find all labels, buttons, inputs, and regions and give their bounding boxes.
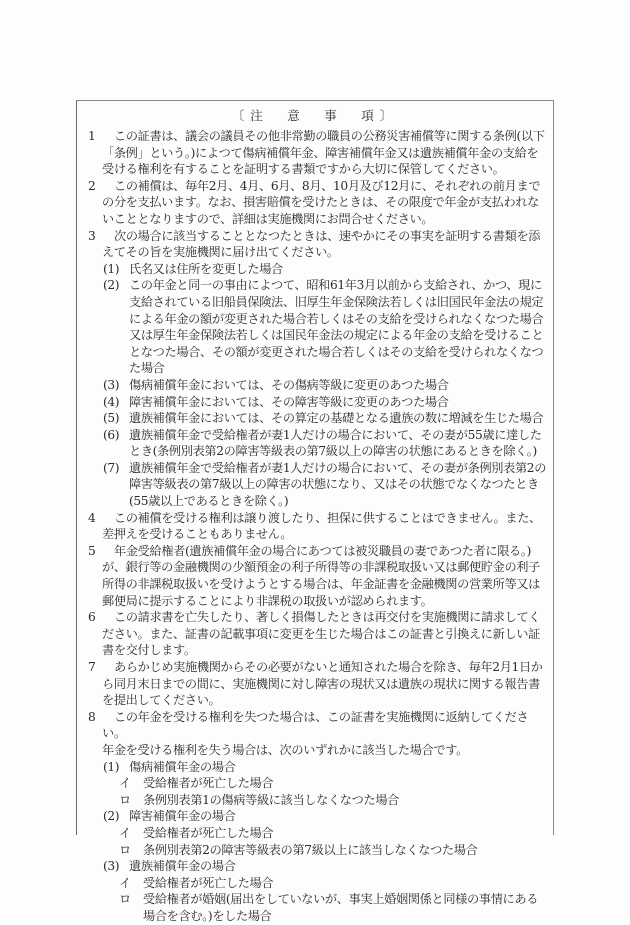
case-marker: イ [119,825,131,840]
sub-item-text: 傷病補償年金においては、その傷病等級に変更のあつた場合 [129,377,449,392]
sub-item-text: 遺族補償年金においては、その算定の基礎となる遺族の数に増減を生じた場合 [129,411,544,426]
case-8-1-ro [85,792,547,809]
sub-item-3-6 [85,427,547,460]
item-number: 8 [88,709,96,724]
case-text: 受給権者が婚姻(届出をしていないが、事実上婚姻関係と同様の事情にある場合を含む。)をした場合 [143,892,539,923]
case-8-2-i [85,825,547,842]
sub-item-3-4 [85,394,547,411]
sub-item-8-3 [85,858,547,875]
case-marker: イ [119,875,131,890]
case-8-3-ro [85,891,547,924]
sub-item-text: 氏名又は住所を変更した場合 [129,261,283,276]
notice-box [76,100,554,923]
sub-item-text: 遺族補償年金で受給権者が妻1人だけの場合において、その妻が55歳に達したとき(条例別表第2の障害等級表の第7級以上の障害の状態にあるときを除く。) [129,427,542,459]
item-text: 次の場合に該当することとなつたときは、速やかにその事実を証明する書類を添えてその旨を実施機関に届け出てください。 [102,228,541,260]
sub-item-3-2 [85,277,547,377]
case-8-3-i [85,875,547,892]
case-text: 条例別表第2の障害等級表の第7級以上に該当しなくなつた場合 [143,842,478,857]
item-number: 5 [88,543,96,558]
sub-item-number: (4) [103,394,120,409]
sub-item-3-7 [85,460,547,510]
sub-item-text: 障害補償年金においては、その障害等級に変更のあつた場合 [129,394,449,409]
sub-item-3-5 [85,410,547,427]
notice-item-3 [85,228,547,261]
item-8-continuation: 年金を受ける権利を失う場合は、次のいずれかに該当した場合です。 [102,742,468,757]
case-text: 受給権者が死亡した場合 [143,776,274,791]
item-text: この年金を受ける権利を失つた場合は、この証書を実施機関に返納してください。 [102,709,529,741]
case-8-1-i [85,775,547,792]
case-text: 条例別表第1の傷病等級に該当しなくなつた場合 [143,792,399,807]
item-number: 4 [88,510,96,525]
case-marker: ロ [119,792,131,807]
sub-item-8-1 [85,759,547,776]
item-text: この補償は、毎年2月、4月、6月、8月、10月及び12月に、それぞれの前月までの分を支払います。なお、損害賠償を受けたときは、その限度で年金が支払われないこととなりますので、詳細は実施機関にお問合せください。 [102,178,541,226]
notice-item-7 [85,659,547,709]
notice-body [85,128,547,925]
sub-item-text: 遺族補償年金の場合 [129,859,236,874]
sub-item-number: (1) [103,261,120,276]
sub-item-number: (7) [103,460,120,475]
item-number: 6 [88,610,96,625]
notice-item-8 [85,709,547,742]
sub-item-number: (6) [103,427,120,442]
sub-item-3-3 [85,377,547,394]
notice-heading: 〔注 意 事 項〕 [231,108,399,123]
sub-item-3-1 [85,261,547,278]
notice-item-6 [85,609,547,659]
item-number: 7 [88,660,96,674]
notice-item-5 [85,543,547,609]
item-number: 1 [88,129,96,143]
sub-item-number: (2) [103,278,120,293]
case-text: 受給権者が死亡した場合 [143,875,274,890]
item-text: あらかじめ実施機関からその必要がないと通知された場合を除き、毎年2月1日から同月末日までの間に、実施機関に対し障害の現状又は遺族の現状に関する報告書を提出してください。 [102,660,543,708]
case-8-2-ro [85,842,547,859]
sub-item-text: この年金と同一の事由によつて、昭和61年3月以前から支給され、かつ、現に支給されている旧船員保険法、旧厚生年金保険法若しくは旧国民年金法の規定による年金の額が変更された場合若しくはその支給を受けられなくなつた場合又は厚生年金保険法若しくは国民年金法の規定による年金の支給を受けることとなつた場合、その額が変更された場合若しくはその支給を受けられなくなつた場合 [129,278,544,376]
item-text: この証書は、議会の議員その他非常勤の職員の公務災害補償等に関する条例(以下「条例」という。)によつて傷病補償年金、障害補償年金又は遺族補償年金の支給を受ける権利を有することを証明する書類ですから大切に保管してください。 [102,129,545,177]
item-text: 年金受給権者(遺族補償年金の場合にあつては被災職員の妻であつた者に限る。)が、銀行等の金融機関の少額預金の利子所得等の非課税取扱い又は郵便貯金の利子所得の非課税取扱いを受けようとする場合は、年金証書を金融機関の営業所等又は郵便局に提示することにより非課税の取扱いが認められます。 [102,543,540,608]
case-text: 受給権者が死亡した場合 [143,825,274,840]
sub-item-number: (5) [103,411,120,426]
sub-item-8-2 [85,808,547,825]
sub-item-number: (3) [103,859,120,874]
sub-item-text: 傷病補償年金の場合 [129,759,236,774]
notice-item-4 [85,510,547,543]
case-marker: ロ [119,892,131,907]
notice-item-1 [85,128,547,178]
sub-item-text: 障害補償年金の場合 [129,809,236,824]
sub-item-number: (2) [103,809,120,824]
case-marker: イ [119,776,131,791]
item-text: この補償を受ける権利は譲り渡したり、担保に供することはできません。また、差押えを受けることもありません。 [102,510,541,542]
notice-item-2 [85,178,547,228]
item-text: この請求書を亡失したり、著しく損傷したときは再交付を実施機関に請求してください。また、証書の記載事項に変更を生じた場合はこの証書と引換えに新しい証書を交付します。 [102,610,541,658]
item-number: 2 [88,178,96,193]
item-number: 3 [88,228,96,243]
sub-item-number: (3) [103,377,120,392]
case-marker: ロ [119,842,131,857]
sub-item-number: (1) [103,759,120,774]
sub-item-text: 遺族補償年金で受給権者が妻1人だけの場合において、その妻が条例別表第2の障害等級表の第7級以上の障害の状態になり、又はその状態でなくなつたとき(55歳以上であるときを除く。) [129,460,547,509]
